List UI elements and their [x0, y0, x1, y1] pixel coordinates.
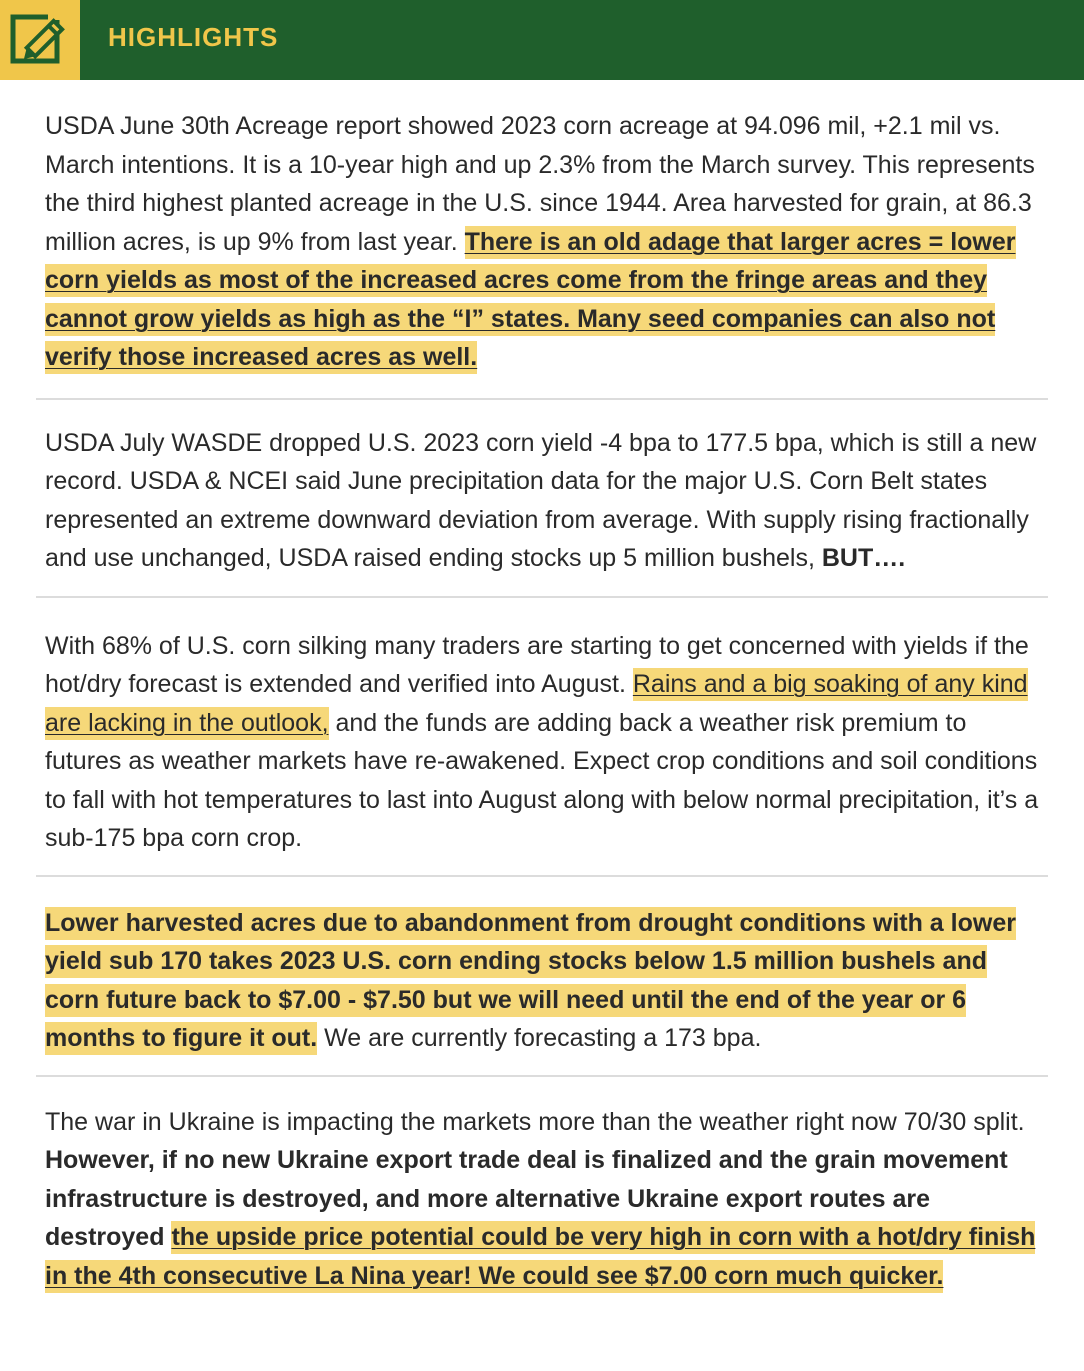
header-band: [0, 0, 1084, 80]
acreage-text: USDA June 30th Acreage report showed 2023 corn acreage at 94.096 mil, +2.1 mil vs. March intentions. It is a 10-year high and up 2.3% from the March survey. This represents the third highest planted acreage in the U.S. since 1944. Area harvested for grain, at 86.3 million acres, is up 9% from last year.: [45, 112, 1035, 256]
silking-highlight: Rains and a big soaking of any kind are lacking in the outlook,: [45, 668, 1028, 740]
highlight-item-acreage: [36, 80, 1048, 400]
highlight-item-silking: [36, 598, 1048, 877]
wasde-text: USDA July WASDE dropped U.S. 2023 corn yield -4 bpa to 177.5 bpa, which is still a new record. USDA & NCEI said June precipitation data for the major U.S. Corn Belt states represented an extreme downward deviation from average. With supply rising fractionally and use unchanged, USDA raised ending stocks up 5 million bushels,: [45, 428, 1037, 572]
wasde-bold: BUT….: [821, 544, 906, 572]
acreage-highlight: There is an old adage that larger acres = lower corn yields as most of the increased acres come from the fringe areas and they cannot grow yields as high as the “I” states. Many seed companies can also not verify those increased acres as well.: [45, 226, 1016, 375]
page-title: HIGHLIGHTS: [108, 22, 279, 52]
ukraine-text: The war in Ukraine is impacting the markets more than the weather right now 70/30 split.: [45, 1107, 1025, 1136]
silking-text-before: With 68% of U.S. corn silking many traders are starting to get concerned with yields if the hot/dry forecast is extended and verified into August.: [45, 631, 1029, 698]
ukraine-highlight: the upside price potential could be very high in corn with a hot/dry finish in the 4th consecutive La Nina year! We could see $7.00 corn much quicker.: [45, 1221, 1035, 1293]
harvest-text: We are currently forecasting a 173 bpa.: [317, 1024, 762, 1052]
edit-icon: [0, 0, 80, 80]
harvest-highlight: Lower harvested acres due to abandonment from drought conditions with a lower yield sub 170 takes 2023 U.S. corn ending stocks below 1.5 million bushels and corn future back to $7.00 - $7.50 but we will need until the end of the year or 6 months to figure it out.: [45, 907, 1016, 1056]
silking-text-after: and the funds are adding back a weather risk premium to futures as weather markets have re-awakened. Expect crop conditions and soil conditions to fall with hot temperatures to last into August along with below normal precipitation, it’s a sub-175 bpa corn crop.: [45, 708, 1039, 852]
highlight-item-harvest: [36, 877, 1048, 1077]
ukraine-bold: However, if no new Ukraine export trade deal is finalized and the grain movement infrastructure is destroyed, and more alternative Ukraine export routes are destroyed: [45, 1146, 1008, 1251]
highlight-item-wasde: [36, 400, 1048, 598]
highlights-list: [0, 80, 1084, 1295]
highlight-item-ukraine: [36, 1077, 1048, 1296]
